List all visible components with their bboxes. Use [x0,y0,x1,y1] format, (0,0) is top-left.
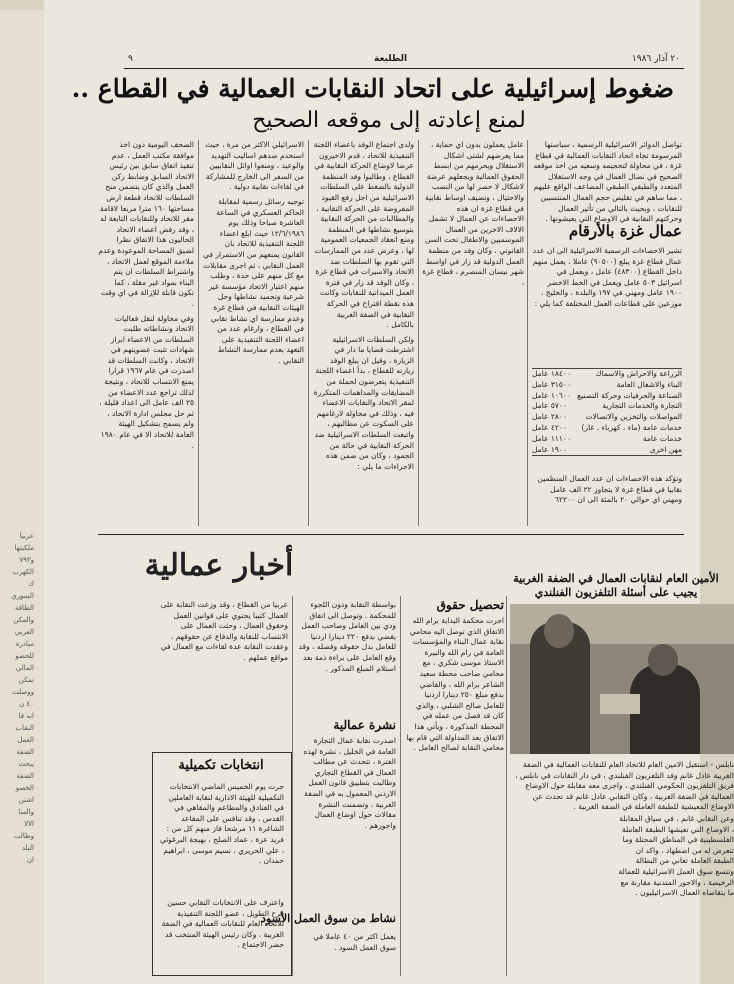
stats-label: الزراعة والاحراش والاسماك [595,369,682,378]
edge-line: ٤٠ ن [19,700,34,708]
edge-line: الطاقة [14,604,34,612]
main-col-3: ولدى اجتماع الوفد باعضاء اللجنة التنفيذية للاتحاد ، قدم الاخيرون عرضا لاوضاع الحركة النقابية في القطاع ، وطالبوا وفد المنظمة الدولية بالضغط على السلطات الاسرائيلية من اجل رفع القيود المفروضة على الحركة النقابية ، والمطالبات من الحركة النقابية بتوسيع نشاطها في المنظمة ومنع انعقاد الجمعيات العمومية لها ، وعرض عدد من الممارسات التي تقوم بها السلطات ضد الاتحاد والاسيرات في قطاع غزة ، وكان الوفد قد زار في فترة العمل الميدانية للنقابات وكانت هذه نقطة اقتراح في الحركة النقابية في الضفة الغربية بالكامل . ولكن السلطات الاسرائيلية اشترطت قضايا ما دار في الزيارة ، وقيل ان يبلغ الوفد زيارته للقطاع ، بدأ اعضاء اللجنة التنفيذية يتعرضون لحملة من المضايقات والمداهمات المتكررة لمقر الاتحاد والنقابات الاعضاء فيه ، وذلك في محاولة لارغامهم على السكوت عن مطالبهم ، واتبعت السلطات الاسرائيلية ضد الحركة النقابية في حالة من الجمود ، وكان من ضمن هذه الاجراءات ما يلي : [313,140,414,471]
section-banner: أخبار عمالية [144,548,294,583]
story-bulletin: اصدرت نقابة عمال التجارة العامة في الخليل ، نشرة لهذه الفترة ، تتحدث عن مطالب العمال في القطاع التجاري وطالبت بتطبيق قانون العمل الاردني المعمول به في الضفة الغربية ، وتضمنت النشرة مقالات حول اوضاع العمال واجورهم . [303,736,396,830]
edge-line: والمنا [18,808,34,816]
adjacent-page-text [4,530,34,866]
edge-line: السوري [11,592,34,600]
stats-row [532,445,682,456]
edge-line: الكهرب [12,568,34,576]
edge-line: ملكيتها [14,544,34,552]
column-rule [308,140,309,526]
workers-stats-table [532,368,682,456]
edge-line: مبادرة [15,640,34,648]
edge-line: والمكن [13,616,34,624]
edge-line: ووصلت [12,688,34,696]
main-col-1-more: تشير الاحصاءات الرسمية الاسرائيلية الى ان عدد عمال قطاع غزة يبلغ (٩٠٥٠٠) عاملا ، يعمل منهم داخل القطاع (٤٨٣٠٠) عامل ، ويعمل في اسرائيل ٥٠٣ عامل ويعمل في الخط الاخضر ١٩٠٠ عامل ومهني في ١٩٧ والبلدة ، والخليج ، موزعين على قطاعات العمل المختلفة كما يلي : [532,246,682,308]
edge-line: الالا [24,820,34,828]
stats-row [532,423,682,434]
stats-row [532,369,682,380]
stats-label: الصناعة والحرفيات وحركة التصنيع [577,390,682,400]
edge-line: وطالب [13,832,34,840]
stats-label: التجارة والخدمات التجارية [602,401,682,411]
story-rights: اجرت محكمة البداية برام الله الاتفاق الذي توصل اليه محامي نقابة عمال البناء والمؤسسات العامة في رام الله والبيرة الاستاذ موسى شكري ، مع محامي صاحب محطة سعيد الشاعر برام الله ، والقاضي بدفع مبلغ ٢٥٠ دينارا اردنيا للعامل صالح الشلبي ، والذي كان قد فصل من عمله في المحطة المذكورة ، ويأتي هذا الاتفاق بعد المداولة التي قام بها محامي النقابة لصالح العامل . [406,616,504,753]
stats-row [532,434,682,445]
column-rule [292,596,293,976]
edge-line: البلد [21,844,34,852]
stats-value: ٣١٥٠٠ عامل [532,379,571,389]
main-headline: ضغوط إسرائيلية على اتحاد النقابات العمالية في القطاع .. [71,74,674,103]
issue-date: ٢٠ آذار ١٩٨٦ [631,54,680,64]
edge-line: العربي [14,628,34,636]
story-market: يعمل اكثر من ٤٠ عاملا في سوق العمل السود . [313,932,396,952]
column-rule [506,596,507,976]
story-settlement: بواسطة النقابة ودون اللجوء للمحكمة . وتوصل الى اتفاق ودي بين العامل وصاحب العمل يقضي بدفع ٢٢٠ دينارا اردنيا للعامل بدل حقوقه وفصله ، وقد وقع العامل على براءة ذمة بعد استلام المبلغ المذكور . [298,600,396,673]
lead-photo [510,604,734,754]
newspaper-name: الطليعة [374,54,408,64]
stats-value: ١٨٤٠٠ عامل [532,369,571,378]
running-header [124,52,684,69]
stats-value: ١٠٦٠٠ عامل [532,390,571,400]
lead-caption: نابلس - استقبل الامين العام للاتحاد العام للنقابات العمالية في الضفة الغربية عادل غانم وفد التلفزيون الفنلندي ، في دار النقابات في نابلس ، فريق التلفزيون الحكومي الفنلندي ، واجرى معه مقابلة حول الاوضاع العمالية في الضفة الغربية ، وكان النقابي عادل غانم قد تحدث عن الاوضاع المعيشية للطبقة العاملة في الضفة الغربية . [515,760,734,812]
story-elections-title: انتخابات تكميلية [178,758,264,773]
edge-line: و٧٩٣ [19,556,34,564]
section-divider [98,534,684,535]
stats-row [532,412,682,423]
stats-label: مهن اخرى [649,444,682,454]
column-rule [527,140,528,526]
column-rule [418,140,419,526]
stats-value: ٤٢٠٠ عامل [532,422,567,432]
main-col-5: الصحف اليومية دون اخذ موافقة مكتب العمل ، عدم تنفيذ اتفاق سابق بين رئيس الاتحاد السابق وضابط ركن العمل والذي كان يتضمن منح السلطات للاتحاد قطعة ارض مساحتها ١٦٠ مترا مربعا لاقامة مقر للاتحاد وللنقابات التابعة له ، وقد رفض اعضاء الاتحاد الحاليون هذا الاتفاق نظرا لضيق المساحة الموعودة وعدم ملاءمة الموقع لعمل الاتحاد ، واشتراط السلطات ان يتم البناء بمواد غير مقلة ، كما تكون قابلة للإزالة في اي وقت . وفي محاولة لنقل فعاليات الاتحاد ونشاطاته طلبت السلطات من الاعضاء ابراز شهادات تثبت عضويتهم في الاتحاد ، وكانت السلطات قد اصدرت في عام ١٩٦٧ قرارا يمنع الانتساب للاتحاد ، ونتيجة لذلك تراجع عدد الاعضاء من ٢٥ الف عامل الى اعداد قليلة ، ثم حل مجلس ادارة الاتحاد ، ولم يسمح بتشكيل الهيئة العامة للاتحاد الا في عام ١٩٨٠ . [98,140,194,450]
story-elections-more: واعترف على الانتخابات النقابي حسين فرح الطويل ، عضو اللجنة التنفيذية للاتحاد العام للنقابات العمالية في الضفة الغربية ، وكان رئيس الهيئة المنتخب قد حضر الاجتماع . [161,898,284,950]
edge-line: يبحث [18,760,34,768]
stats-label: خدمات عامة [642,433,682,443]
stats-value: ٢٨٠٠ عامل [532,412,567,422]
edge-line: الضفة [16,772,34,780]
story-rights-title: تحصيل حقوق [436,598,504,612]
stats-row [532,391,682,402]
stats-row [532,380,682,391]
adjacent-page-edge [0,10,45,984]
story-market-title: نشاط من سوق العمل الأسود [261,912,396,925]
edge-line: الضفة [16,748,34,756]
edge-line: تمكن [18,676,34,684]
gaza-workers-subhead: عمال غزة بالأرقام [568,222,682,240]
edge-line: العمل [17,736,34,744]
main-col-2: عامل يعملون بدون اي حماية ، مما يعرضهم لشتى اشكال الاستغلال ويحرمهم من ابسط الحقوق العمالية ويجعلهم عرضة لاشكال لا حصر لها من النصب والاحتيال ، وتضيف اوساط نقابية في قطاع غزة ان هذه الاحصاءات عن العمال لا تشمل الالاف الاخرين من العمال الموسميين والاطفال تحت السن القانوني ، وكان وفد من منظمة العمل الدولية قد زار في اواسط شهر نيسان المنصرم ، قطاع غزة ، [422,140,524,287]
main-col-4: الاسرائيلي الاكثر من مرة ، حيث استخدم ضدهم اساليب التهديد والوعيد ، ومنعوا اوائل النقابيين من السفر الى الخارج للمشاركة في لقاءات نقابية دولية . توجيه رسائل رسمية لمقابلة الحاكم العسكري في الساعة العاشرة صباحا وذلك يوم ١٢/٦/١٩٨٦ حيث ابلغ اعضاء اللجنة التنفيذية للاتحاد بان القانون يمنعهم من الاستمرار في العمل النقابي ، ثم اجرى مقابلات مع كل منهم على حدة ، وطلب منهم اعتبار الاتحاد مؤسسة غير شرعية وتجميد نشاطها وحل الهيئات النقابية في قطاع غزة وعدم ممارسة اي نشاط نقابي في القطاع ، وارغام عدد من اعضاء اللجنة التنفيذية على التعهد بعدم ممارسة النشاط النقابي . [203,140,304,365]
lead-story-more: وعن النقابي غانم ، في سياق المقابلة ، الاوضاع التي تعيشها الطبقة العاملة الفلسطينية في المناطق المحتلة وما تتعرض له من اضطهاد ، واكد ان الطبقة العاملة تعاني من البطالة وتتسع سوق العمل الاسرائيلية للعمالة الرخيصة ، والاجور المتدنية مقارنة مع ما يتقاضاه العمال الاسرائيليون . [618,814,734,898]
edge-line: المالي [15,664,34,672]
edge-line: ان [26,856,34,864]
stats-value: ١١١٠٠ عامل [532,433,571,443]
lead-title-line-1: الأمين العام لنقابات العمال في الضفة الغربية [513,572,719,585]
newspaper-page [44,0,734,984]
edge-line: عربيا [19,532,34,540]
main-subhead: لمنع إعادته إلى موقعه الصحيح [252,108,526,133]
stats-label: خدمات عامة (ماء ، كهرباء ، غاز) [581,422,682,432]
edge-line: انه قا [18,712,34,720]
lead-title-line-2: يجيب على أسئلة التلفزيون الفنلندي [534,586,698,599]
story-union-booklet: عربيا من القطاع ، وقد وزعت النقابة على العمال كتيبا يحتوي على قوانين العمل وحقوق العمال ، وحثت العمال على الانتساب للنقابة والدفاع عن حقوقهم ، وعقدت النقابة عدة لقاءات مع العمال في مواقع عملهم . [160,600,288,662]
stats-label: البناء والاشغال العامة [616,379,682,389]
lead-story-title [500,572,732,600]
edge-line: اشتن [18,796,34,804]
edge-line: الخصو [15,784,34,792]
stats-value: ٥٧٠٠ عامل [532,401,567,411]
page-number: ٩ [128,54,133,64]
main-col-1: تواصل الدوائر الاسرائيلية الرسمية ، سياستها المرسومة تجاه اتحاد النقابات العمالية في قطاع غزة ، في محاولة لتحجيمه وسعيه من اخذ موقعه الصحيح في نضال العمال في وجه الاستغلال المتعدد والطبقي الطبقي المضاعف الواقع عليهم ، مما ساهم في تقليص حجم العمال المنتسبين للنقابات ، وبحيث بالتالي من تأثير العمال وحركتهم النقابية في الاوضاع التي يعيشونها . [533,140,682,224]
edge-line: للحصو [15,652,34,660]
column-rule [198,140,199,526]
stats-row [532,401,682,412]
column-rule [400,596,401,976]
stats-note: وتؤكد هذه الاحصاءات ان عدد العمال المنظمين نقابيا في قطاع غزة لا يتجاوز ٢٢ الف عامل ومهني اي حوالي ٢٠ بالمئة الى ان ٦٢٢٠٠ [537,474,682,505]
edge-line: ك [28,580,34,588]
stats-label: المواصلات والتخزين والاتصالات [585,412,682,422]
stats-value: ١٩٠٠ عامل [532,444,567,454]
story-bulletin-title: نشرة عمالية [333,718,396,732]
edge-line: النقاب [15,724,34,732]
story-elections: جرت يوم الخميس الماضي الانتخابات التكميلية للهيئة الادارية لنقابة العاملين في الفنادق والمطاعم والمقاهي في القدس ، وقد تنافس على المقاعد الشاغرة ١١ مرشحا فاز منهم كل من : فريد عزة ، عماد الصلح ، بهيجة البرغوثي ، علي الحريري ، نسيم موسى ، ابراهيم حمدان . [159,782,284,866]
